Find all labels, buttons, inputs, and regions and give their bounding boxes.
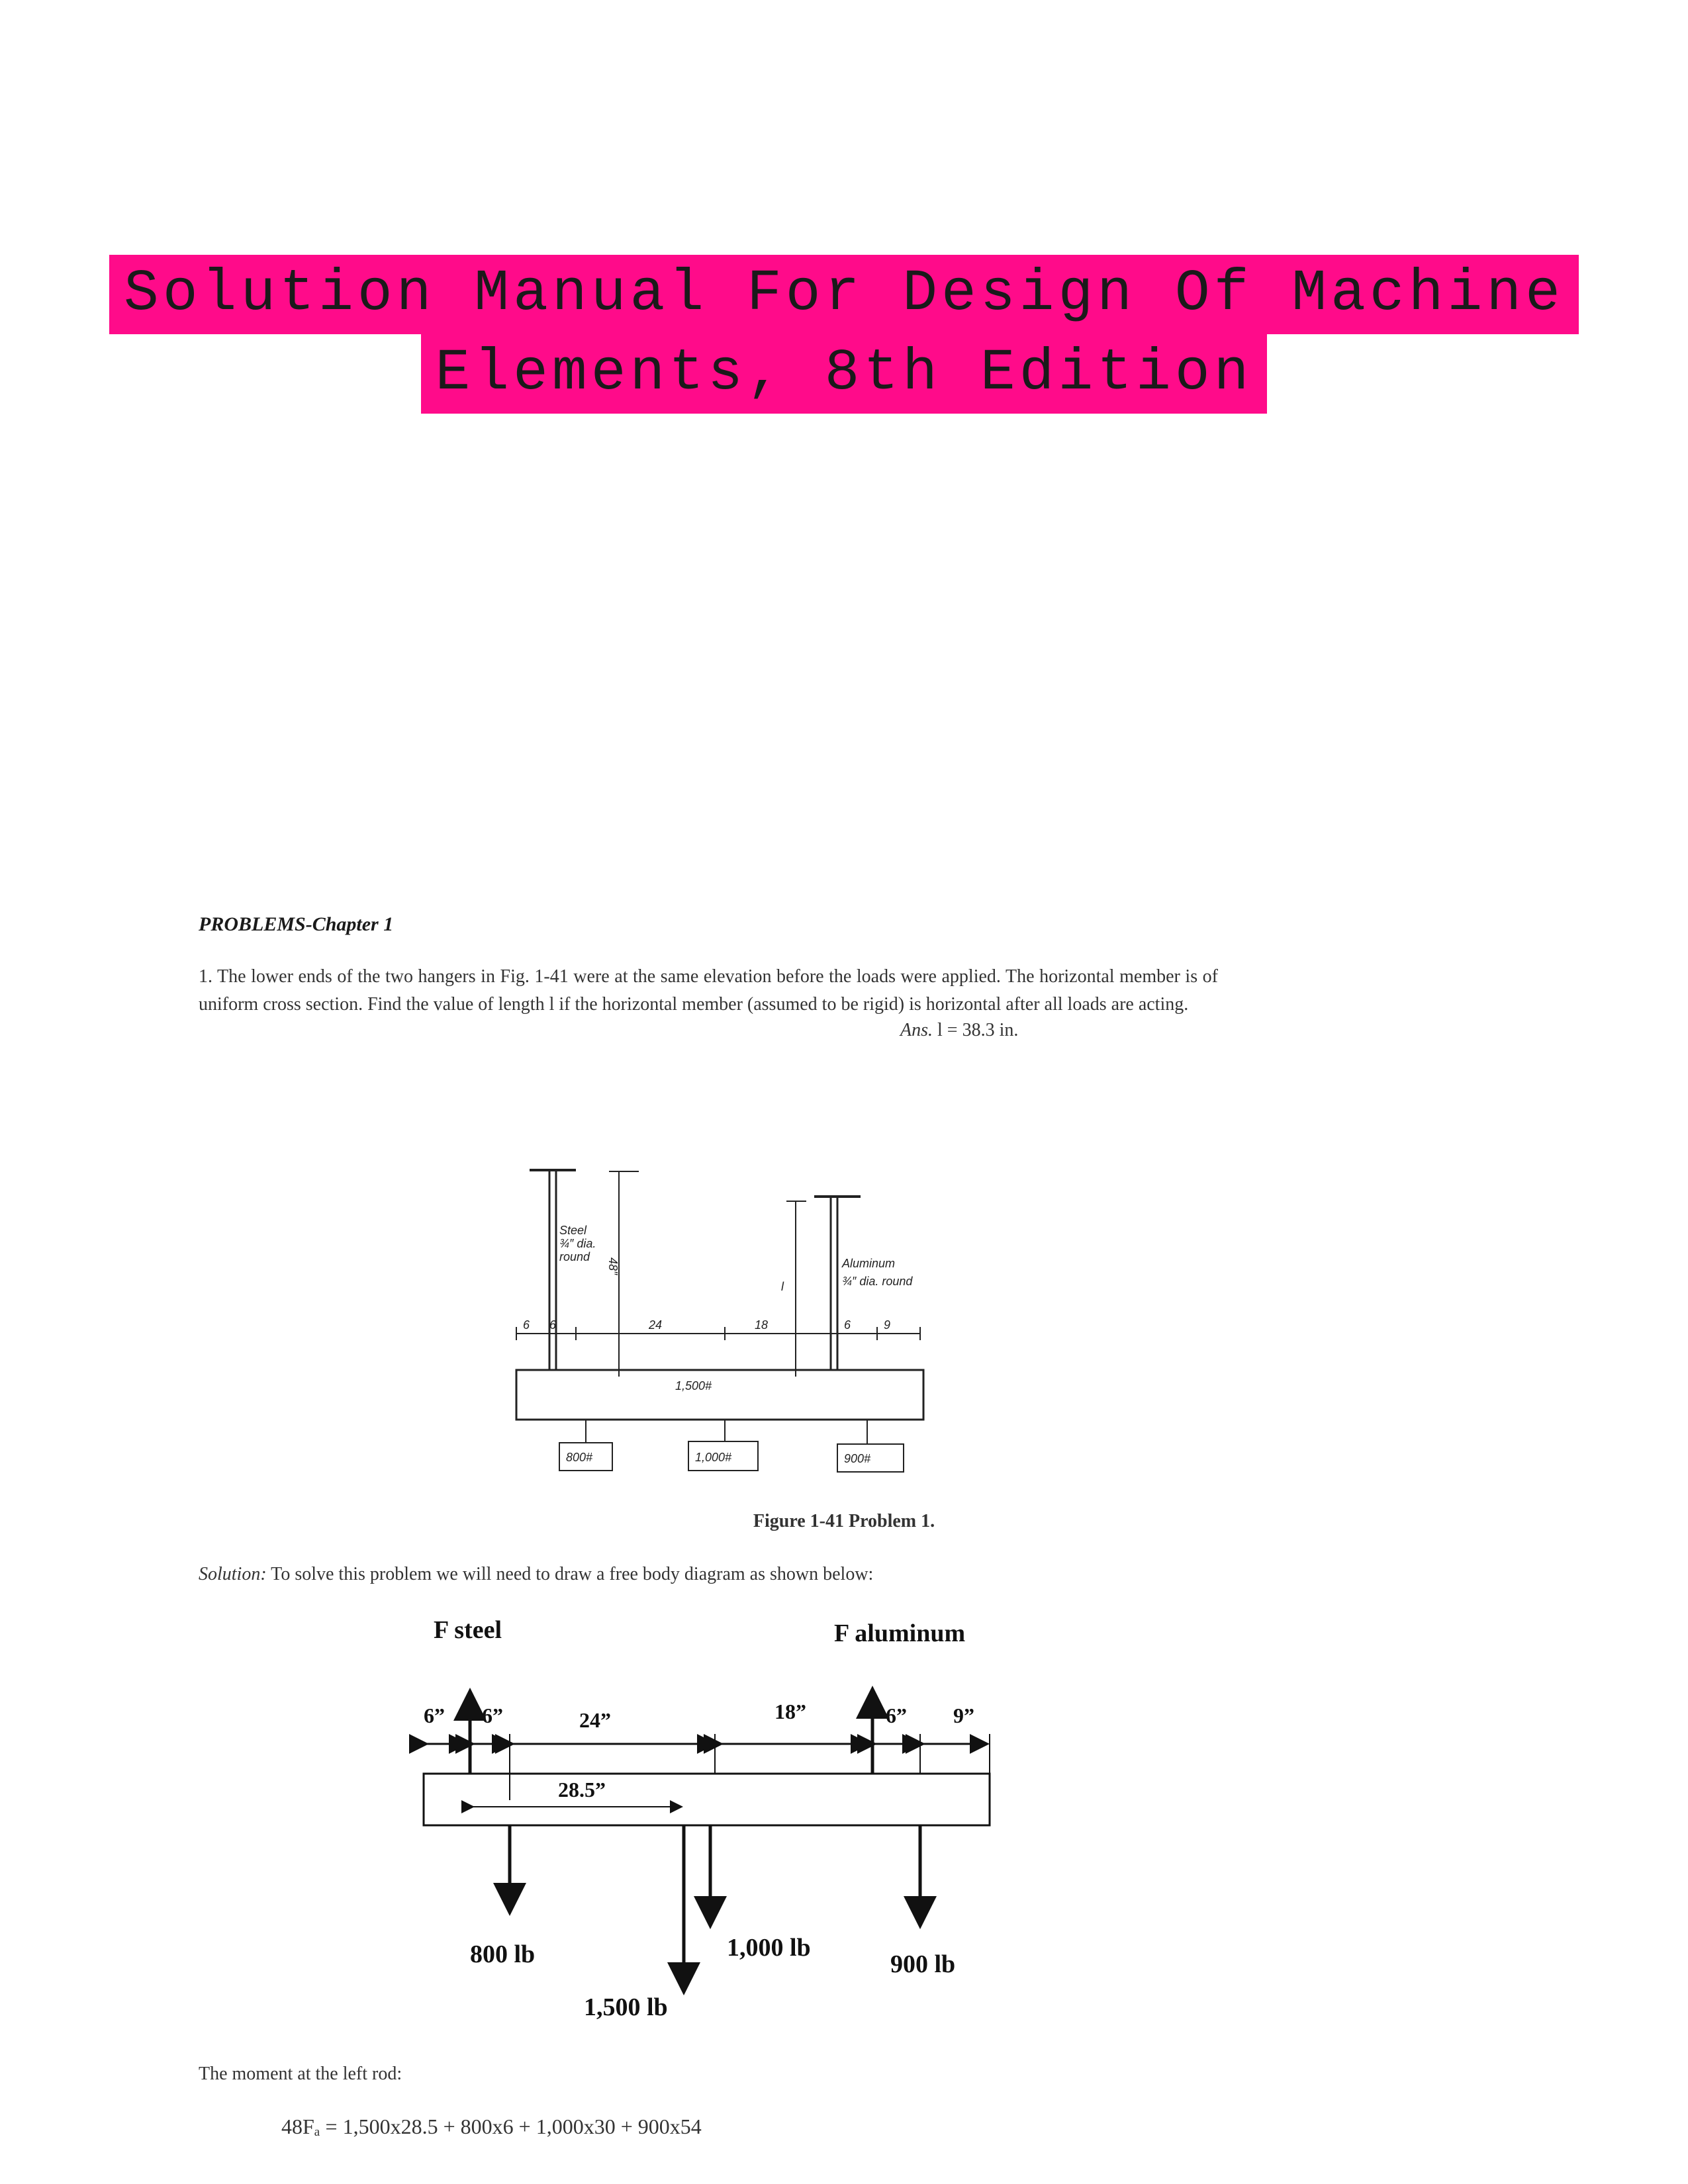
title-line-2: Elements, 8th Edition bbox=[421, 334, 1268, 414]
fbd-dim-label-4: 18” bbox=[774, 1700, 806, 1723]
load-1000-label: 1,000 lb bbox=[727, 1934, 811, 1962]
fig-dim-6: 9 bbox=[884, 1318, 891, 1332]
steel-label-3: round bbox=[559, 1250, 590, 1263]
aluminum-label-2: ¾″ dia. round bbox=[842, 1275, 913, 1288]
answer-value: l = 38.3 in. bbox=[937, 1020, 1019, 1040]
fbd-dim-label-1: 6” bbox=[424, 1704, 445, 1727]
figure-caption: Figure 1-41 Problem 1. bbox=[753, 1511, 935, 1531]
solution-label: Solution: bbox=[199, 1564, 267, 1584]
fig-load-right: 900# bbox=[844, 1452, 871, 1465]
title-block bbox=[0, 255, 1688, 414]
steel-label-1: Steel bbox=[559, 1224, 587, 1237]
fig-load-left: 800# bbox=[566, 1451, 593, 1464]
load-900-label: 900 lb bbox=[890, 1950, 956, 1978]
answer bbox=[900, 1020, 1018, 1041]
load-1500-label: 1,500 lb bbox=[584, 1993, 668, 2021]
fbd-dim-center-label: 28.5” bbox=[558, 1778, 606, 1801]
fig-load-mid: 1,000# bbox=[695, 1451, 732, 1464]
moment-equation: 48Fₐ = 1,500x28.5 + 800x6 + 1,000x30 + 900x54 bbox=[281, 2115, 702, 2138]
free-body-diagram bbox=[397, 1615, 1006, 2038]
steel-label-2: ¾″ dia. bbox=[559, 1237, 596, 1250]
aluminum-label-1: Aluminum bbox=[842, 1257, 896, 1270]
fbd-beam bbox=[424, 1774, 990, 1825]
fig-dim-4: 18 bbox=[755, 1318, 769, 1332]
f-aluminum-label: F aluminum bbox=[834, 1619, 966, 1647]
fig-dim-5: 6 bbox=[844, 1318, 851, 1332]
problem-statement: 1. The lower ends of the two hangers in Fig. 1-41 were at the same elevation before the loads were applied. The horizontal member is of uniform cross section. Find the value of length l if the horizontal member (assumed to be rigid) is horizontal after all loads are acting. bbox=[199, 966, 1218, 1015]
fbd-dim-label-2: 6” bbox=[482, 1704, 503, 1727]
moment-text: The moment at the left rod: bbox=[199, 2064, 402, 2084]
solution-line bbox=[199, 1564, 873, 1585]
fig-load-center: 1,500# bbox=[675, 1379, 712, 1392]
figure-1-41 bbox=[503, 1158, 953, 1502]
fig-dim-3: 24 bbox=[649, 1318, 663, 1332]
fig-dim-1: 6 bbox=[523, 1318, 530, 1332]
fbd-dim-label-6: 9” bbox=[953, 1704, 974, 1727]
horizontal-member bbox=[516, 1370, 923, 1420]
load-800-label: 800 lb bbox=[470, 1940, 536, 1968]
fig-dim-2: 6 bbox=[549, 1318, 557, 1332]
fbd-dim-label-3: 24” bbox=[579, 1708, 611, 1732]
l-label: l bbox=[781, 1280, 784, 1293]
f-steel-label: F steel bbox=[434, 1616, 502, 1644]
solution-text: To solve this problem we will need to draw a free body diagram as shown below: bbox=[271, 1564, 874, 1584]
title-line-1: Solution Manual For Design Of Machine bbox=[109, 255, 1579, 334]
steel-length-label: 48″ bbox=[606, 1257, 620, 1275]
chapter-heading: PROBLEMS-Chapter 1 bbox=[199, 913, 394, 935]
answer-prefix: Ans. bbox=[900, 1020, 933, 1040]
fbd-dim-label-5: 6” bbox=[886, 1704, 907, 1727]
